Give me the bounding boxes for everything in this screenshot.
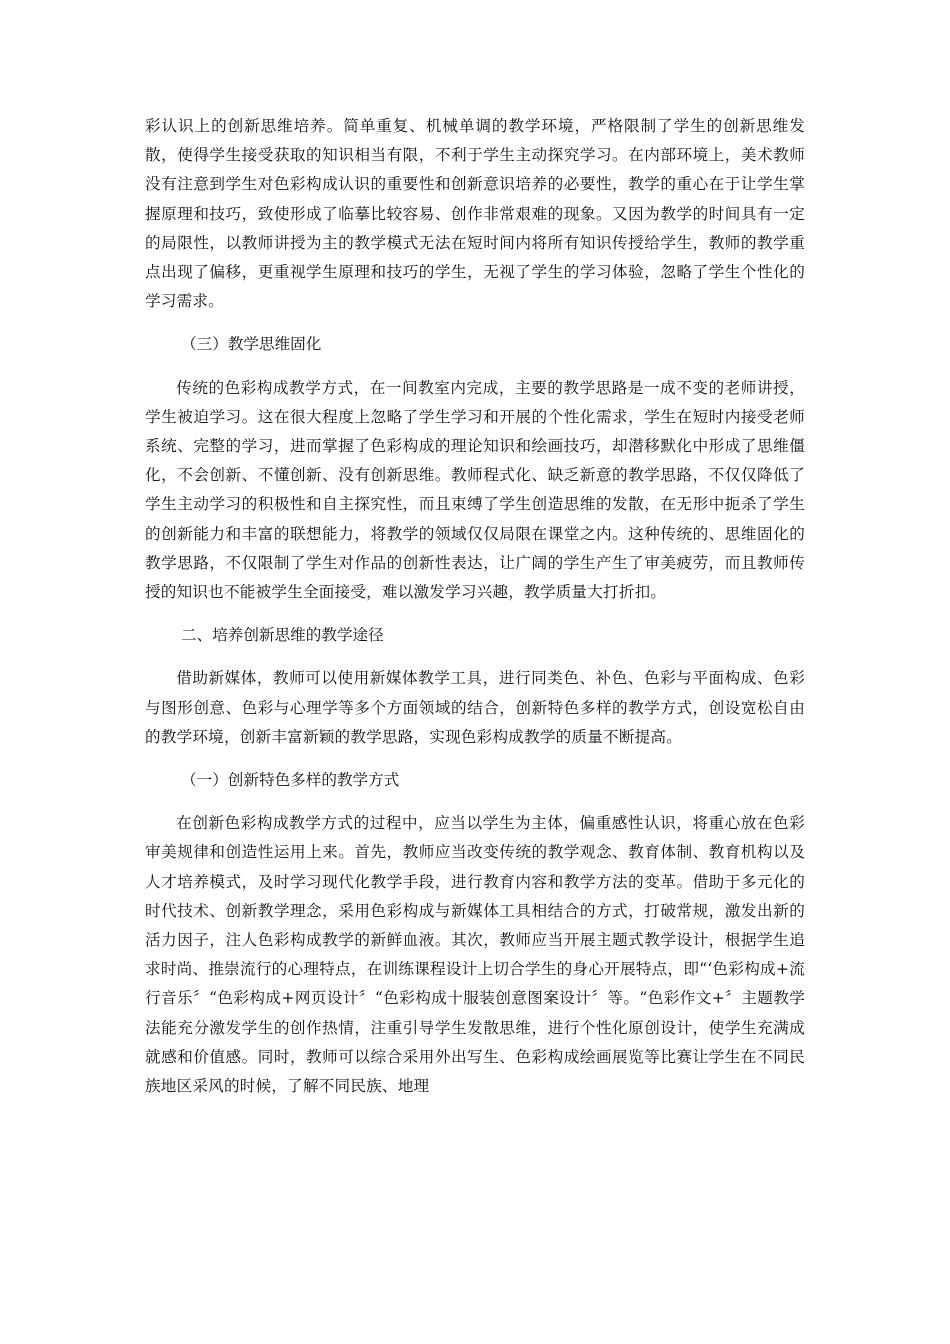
section-heading-3: （三）教学思维固化	[181, 335, 322, 354]
section-heading-1: （一）创新特色多样的教学方式	[181, 771, 400, 790]
body-paragraph-2: 传统的色彩构成教学方式，在一间教室内完成，主要的教学思路是一成不变的老师讲授，学生被迫学习。这在很大程度上忽略了学生学习和开展的个性化需求，学生在短时内接受老师系统、完整的学习，进而掌握了色彩构成的理论知识和绘画技巧，却潜移默化中形成了思维僵化，不会创新、不懂创新、没有创新思维。教师程式化、缺乏新意的教学思路，不仅仅降低了学生主动学习的积极性和自主探究性，而且束缚了学生创造思维的发散，在无形中扼杀了学生的创新能力和丰富的联想能力，将教学的领域仅仅局限在课堂之内。这种传统的、思维固化的教学思路，不仅限制了学生对作品的创新性表达，让广阔的学生产生了审美疲劳，而且教师传授的知识也不能被学生全面接受，难以激发学习兴趣，教学质量大打折扣。	[145, 378, 805, 602]
body-paragraph-4: 在创新色彩构成教学方式的过程中，应当以学生为主体，偏重感性认识，将重心放在色彩审美规律和创造性运用上来。首先，教师应当改变传统的教学观念、教育体制、教育机构以及人才培养模式，及时学习现代化教学手段，进行教育内容和教学方法的变革。借助于多元化的时代技术、创新教学理念，采用色彩构成与新媒体工具相结合的方式，打破常规，激发出新的活力因子，注人色彩构成教学的新鲜血液。其次，教师应当开展主题式教学设计，根据学生追求时尚、推崇流行的心理特点，在训练课程设计上切合学生的身心开展特点，即“‘色彩构成+流行音乐〞“色彩构成+网页设计〞“色彩构成十服装创意图案设计〞等。“色彩作文+〞主题教学法能充分激发学生的创作热情，注重引导学生发散思维，进行个性化原创设计，使学生充满成就感和价值感。同时，教师可以综合采用外出写生、色彩构成绘画展览等比赛让学生在不同民族地区采风的时候，了解不同民族、地理	[145, 814, 805, 1096]
body-paragraph-1: 彩认识上的创新思维培养。简单重复、机械单调的教学环境，严格限制了学生的创新思维发散，使得学生接受获取的知识相当有限，不利于学生主动探究学习。在内部环境上，美术教师没有注意到学生对色彩构成认识的重要性和创新意识培养的必要性，教学的重心在于让学生掌握原理和技巧，致使形成了临摹比较容易、创作非常艰难的现象。又因为教学的时间具有一定的局限性，以教师讲授为主的教学模式无法在短时间内将所有知识传授给学生，教师的教学重点出现了偏移，更重视学生原理和技巧的学生，无视了学生的学习体验，忽略了学生个性化的学习需求。	[145, 117, 805, 311]
body-paragraph-3: 借助新媒体，教师可以使用新媒体教学工具，进行同类色、补色、色彩与平面构成、色彩与图形创意、色彩与心理学等多个方面领域的结合，创新特色多样的教学方式，创设宽松自由的教学环境，创新丰富新颖的教学思路，实现色彩构成教学的质量不断提高。	[145, 669, 805, 746]
document-page	[145, 112, 805, 1101]
chapter-heading-2: 二、培养创新思维的教学途径	[181, 626, 384, 645]
